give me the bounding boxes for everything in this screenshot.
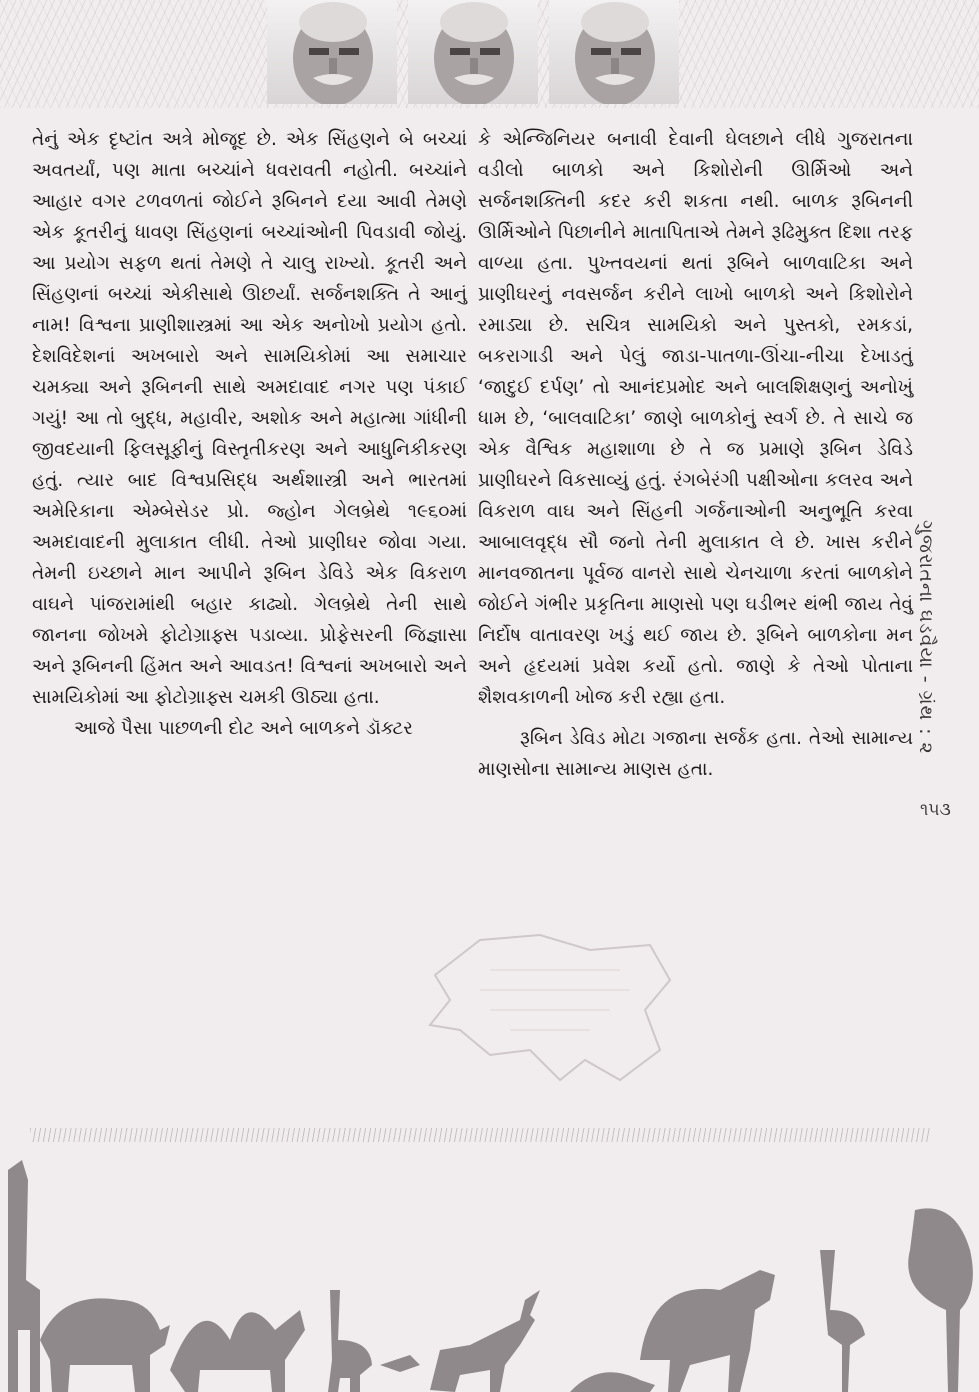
left-paragraph-2: આજે પૈસા પાછળની દોટ અને બાળકને ડૉક્ટર (74, 718, 413, 739)
animal-silhouettes-icon (0, 1140, 979, 1392)
portrait-photo-strip (0, 0, 979, 108)
right-paragraph-1: કે એન્જિનિયર બનાવી દેવાની ઘેલછાને લીધે ગુજરાતના વડીલો બાળકો અને કિશોરોની ઊર્મિઓ અને સર્જનશક્તિની કદર કરી શકતા નથી. બાળક રૂબિનની ઊર્મિઓને પિછાનીને માતાપિતાએ તેમને રૂઢિમુક્ત દિશા તરફ વાળ્યા હતા. પુખ્તવયનાં થતાં રૂબિને બાળવાટિકા અને પ્રાણીઘરનું નવસર્જન કરીને લાખો બાળકો અને કિશોરોને રમાડ્યા છે. સચિત્ર સામયિકો અને પુસ્તકો, રમકડાં, બકરાગાડી અને પેલું જાડા-પાતળા-ઊંચા-નીચા દેખાડતું ‘જાદુઈ દર્પણ’ તો આનંદપ્રમોદ અને બાલશિક્ષણનું અનોખું ધામ છે, ‘બાલવાટિકા’ જાણે બાળકોનું સ્વર્ગ છે. તે સાચે જ એક વૈશ્વિક મહાશાળા છે તે જ પ્રમાણે રૂબિન ડેવિડે પ્રાણીઘરને વિકસાવ્યું હતું. રંગબેરંગી પક્ષીઓના કલરવ અને વિકરાળ વાઘ અને સિંહની ગર્જનાઓની અનુભૂતિ કરવા આબાલવૃદ્ધ સૌ જનો તેની મુલાકાત લે છે. ખાસ કરીને માનવજાતના પૂર્વજ વાનરો સાથે ચેનચાળા કરતાં બાળકોને જોઈને ગંભીર પ્રકૃતિના માણસો પણ ઘડીભર થંભી જાય તેવું નિર્દોષ વાતાવરણ ખડું થઈ જાય છે. રૂબિને બાળકોના મન અને હૃદયમાં પ્રવેશ કર્યો હતો. જાણે કે તેઓ પોતાના શૈશવકાળની ખોજ કરી રહ્યા હતા. (478, 129, 913, 708)
gujarat-map-icon (420, 930, 680, 1090)
right-paragraph-2: રૂબિન ડેવિડ મોટા ગજાના સર્જક હતા. તેઓ સામાન્ય માણસોના સામાન્ય માણસ હતા. (478, 728, 913, 780)
side-book-title: ગુજરાતના ઘડવૈયા - ગ્રંથ : ૨ (915, 520, 937, 755)
portrait-photo-3 (549, 0, 679, 104)
left-column (32, 124, 467, 744)
right-column (478, 124, 913, 785)
page-number: ૧૫૩ (920, 800, 951, 820)
left-paragraph-1: તેનું એક દૃષ્ટાંત અત્રે મોજૂદ છે. એક સિંહણને બે બચ્ચાં અવતર્યાં, પણ માતા બચ્ચાંને ધવરાવતી નહોતી. બચ્ચાંને આહાર વગર ટળવળતાં જોઈને રૂબિનને દયા આવી તેમણે એક કૂતરીનું ધાવણ સિંહણનાં બચ્ચાંઓની પિવડાવી જોયું. આ પ્રયોગ સફળ થતાં તેમણે તે ચાલુ રાખ્યો. કૂતરી અને સિંહણનાં બચ્ચાં એકીસાથે ઊછર્યાં. સર્જનશક્તિ તે આનું નામ! વિશ્વના પ્રાણીશાસ્ત્રમાં આ એક અનોખો પ્રયોગ હતો. દેશવિદેશનાં અખબારો અને સામયિકોમાં આ સમાચાર ચમક્યા અને રૂબિનની સાથે અમદાવાદ નગર પણ પંકાઈ ગયું! આ તો બુદ્ધ, મહાવીર, અશોક અને મહાત્મા ગાંધીની જીવદયાની ફિલસૂફીનું વિસ્તૃતીકરણ અને આધુનિકીકરણ હતું. ત્યાર બાદ વિશ્વપ્રસિદ્ધ અર્થશાસ્ત્રી અને ભારતમાં અમેરિકાના એમ્બેસેડર પ્રો. જ્હોન ગેલબ્રેથે ૧૯૬૦માં અમદાવાદની મુલાકાત લીધી. તેઓ પ્રાણીઘર જોવા ગયા. તેમની ઇચ્છાને માન આપીને રૂબિન ડેવિડે એક વિકરાળ વાઘને પાંજરામાંથી બહાર કાઢ્યો. ગેલબ્રેથે તેની સાથે જાનના જોખમે ફોટોગ્રાફ્સ પડાવ્યા. પ્રોફેસરની જિજ્ઞાસા અને રૂબિનની હિંમત અને આવડત! વિશ્વનાં અખબારો અને સામયિકોમાં આ ફોટોગ્રાફ્સ ચમકી ઊઠ્યા હતા. (32, 129, 467, 708)
portrait-photo-1 (267, 0, 397, 104)
portrait-photo-2 (408, 0, 538, 104)
